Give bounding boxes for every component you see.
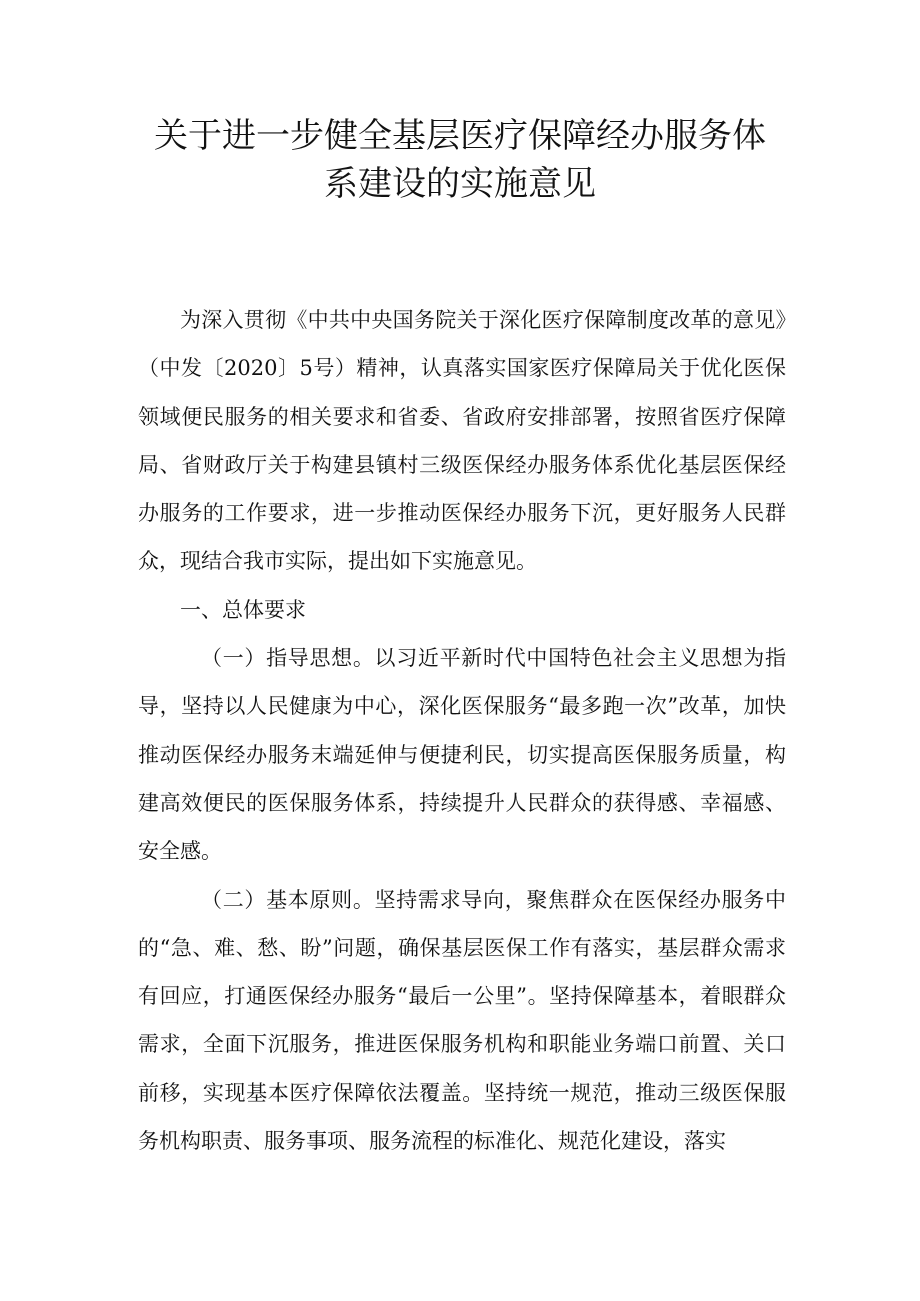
paragraph-guiding-ideology: （一）指导思想。以习近平新时代中国特色社会主义思想为指导，坚持以人民健康为中心，深化医保服务“最多跑一次”改革，加快推动医保经办服务末端延伸与便捷利民，切实提高医保服务质量，构建高效便民的医保服务体系，持续提升人民群众的获得感、幸福感、安全感。 bbox=[138, 646, 786, 864]
document-body bbox=[138, 296, 786, 1165]
document-title-line-1: 关于进一步健全基层医疗保障经办服务体 bbox=[154, 116, 766, 156]
intro-paragraph: 为深入贯彻《中共中央国务院关于深化医疗保障制度改革的意见》（中发〔2020〕5号）精神，认真落实国家医疗保障局关于优化医保领域便民服务的相关要求和省委、省政府安排部署，按照省医疗保障局、省财政厅关于构建县镇村三级医保经办服务体系优化基层医保经办服务的工作要求，进一步推动医保经办服务下沉，更好服务人民群众，现结合我市实际，提出如下实施意见。 bbox=[138, 308, 786, 574]
section-heading-general-requirements: 一、总体要求 bbox=[180, 597, 306, 622]
document-title-line-2: 系建设的实施意见 bbox=[324, 164, 596, 204]
paragraph-basic-principles: （二）基本原则。坚持需求导向，聚焦群众在医保经办服务中的“急、难、愁、盼”问题，确保基层医保工作有落实，基层群众需求有回应，打通医保经办服务“最后一公里”。坚持保障基本，着眼群众需求，全面下沉服务，推进医保服务机构和职能业务端口前置、关口前移，实现基本医疗保障依法覆盖。坚持统一规范，推动三级医保服务机构职责、服务事项、服务流程的标准化、规范化建设，落实 bbox=[138, 887, 786, 1154]
